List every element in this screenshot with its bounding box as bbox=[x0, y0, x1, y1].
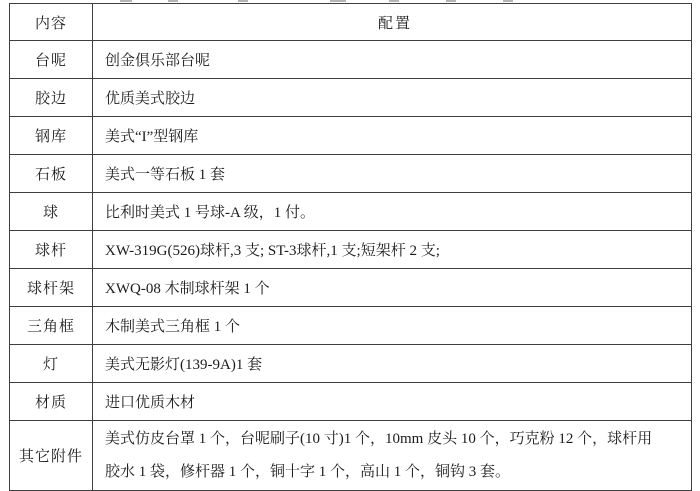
specification-table bbox=[9, 3, 692, 491]
table-row bbox=[10, 41, 692, 79]
row-label-cell: 材质 bbox=[10, 383, 93, 421]
header-content-cell: 内容 bbox=[10, 4, 93, 41]
table-header-row bbox=[10, 4, 692, 41]
table-row bbox=[10, 79, 692, 117]
row-value-cell: 优质美式胶边 bbox=[93, 79, 692, 117]
table-row bbox=[10, 307, 692, 345]
cropped-text-remnant bbox=[389, 0, 399, 2]
table-row bbox=[10, 155, 692, 193]
table-row bbox=[10, 421, 692, 491]
row-value-cell: 创金俱乐部台呢 bbox=[93, 41, 692, 79]
row-label-cell: 胶边 bbox=[10, 79, 93, 117]
cropped-text-remnant bbox=[238, 0, 248, 2]
row-value-cell: 木制美式三角框 1 个 bbox=[93, 307, 692, 345]
row-value-cell: 比利时美式 1 号球-A 级，1 付。 bbox=[93, 193, 692, 231]
cropped-text-remnant bbox=[120, 0, 132, 2]
row-label-cell: 台呢 bbox=[10, 41, 93, 79]
row-value-cell: 美式一等石板 1 套 bbox=[93, 155, 692, 193]
row-label-cell: 其它附件 bbox=[10, 421, 93, 491]
cropped-text-remnant bbox=[446, 0, 456, 2]
row-label-cell: 三角框 bbox=[10, 307, 93, 345]
header-config-cell: 配置 bbox=[93, 4, 692, 41]
table-row bbox=[10, 231, 692, 269]
row-label-cell: 球 bbox=[10, 193, 93, 231]
row-label-cell: 球杆 bbox=[10, 231, 93, 269]
row-value-line: 美式仿皮台罩 1 个，台呢刷子(10 寸)1 个，10mm 皮头 10 个，巧克粉 12 个，球杆用 bbox=[105, 430, 653, 447]
row-label-cell: 灯 bbox=[10, 345, 93, 383]
row-value-line: 胶水 1 袋，修杆器 1 个，铜十字 1 个，高山 1 个，铜钩 3 套。 bbox=[105, 463, 511, 480]
row-value-cell: 美式无影灯(139-9A)1 套 bbox=[93, 345, 692, 383]
row-label-cell: 石板 bbox=[10, 155, 93, 193]
row-value-cell: XW-319G(526)球杆,3 支; ST-3球杆,1 支;短架杆 2 支; bbox=[93, 231, 692, 269]
table-row bbox=[10, 117, 692, 155]
table-row bbox=[10, 193, 692, 231]
table-row bbox=[10, 269, 692, 307]
row-label-cell: 球杆架 bbox=[10, 269, 93, 307]
row-value-cell: XWQ-08 木制球杆架 1 个 bbox=[93, 269, 692, 307]
cropped-text-remnant bbox=[168, 0, 178, 2]
row-label-cell: 钢库 bbox=[10, 117, 93, 155]
row-value-cell: 进口优质木材 bbox=[93, 383, 692, 421]
cropped-text-remnant bbox=[330, 0, 346, 2]
row-value-cell: 美式“I”型钢库 bbox=[93, 117, 692, 155]
row-value-cell bbox=[93, 421, 692, 491]
table-row bbox=[10, 383, 692, 421]
table-row bbox=[10, 345, 692, 383]
cropped-text-remnant bbox=[503, 0, 513, 2]
